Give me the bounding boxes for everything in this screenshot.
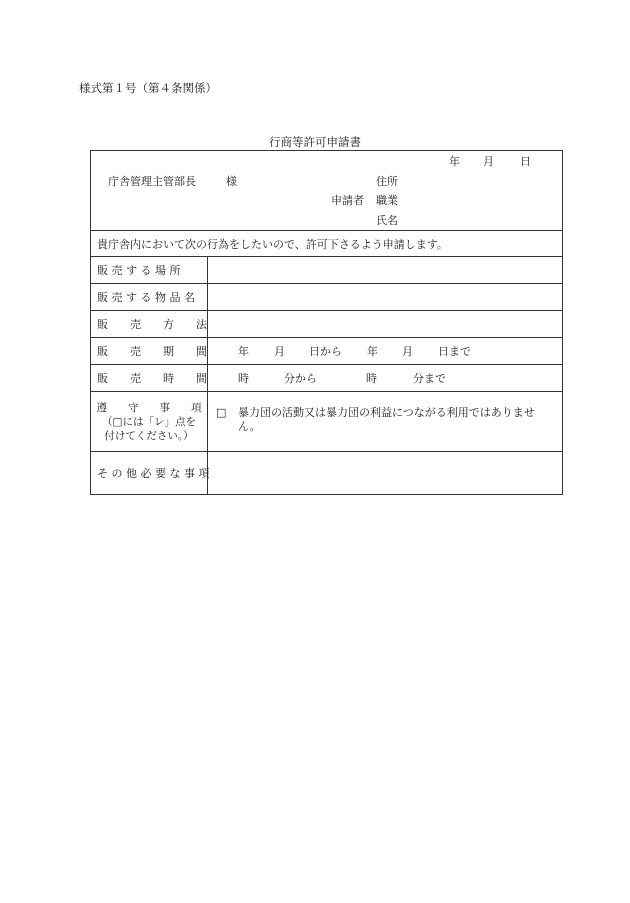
honorific: 様: [226, 175, 237, 188]
compliance-text: 暴力団の活動又は暴力団の利益につながる利用ではありません。: [238, 406, 535, 433]
period-value[interactable]: [208, 338, 563, 365]
method-label: 販 売 方 法: [91, 311, 208, 338]
items-label: 販 売 す る 物 品 名: [91, 284, 208, 311]
compliance-value: [208, 392, 563, 452]
time-from-hour: 時: [238, 372, 249, 385]
applicant-label: 申請者: [331, 194, 364, 207]
time-to-hour: 時: [366, 372, 377, 385]
time-value[interactable]: [208, 365, 563, 392]
place-value[interactable]: [208, 257, 563, 284]
time-from-minute: 分から: [284, 372, 317, 385]
place-label: 販 売 す る 場 所: [91, 257, 208, 284]
items-value[interactable]: [208, 284, 563, 311]
compliance-checkbox[interactable]: □: [216, 406, 227, 419]
compliance-label: [91, 392, 208, 452]
time-to-minute: 分まで: [413, 372, 446, 385]
header-section: [91, 151, 563, 231]
date-day-label: 日: [520, 155, 531, 168]
period-from-day: 日から: [309, 345, 342, 358]
time-label: 販 売 時 間: [91, 365, 208, 392]
period-from-year: 年: [238, 345, 249, 358]
date-month-label: 月: [483, 155, 494, 168]
date-year-label: 年: [449, 155, 460, 168]
method-value[interactable]: [208, 311, 563, 338]
period-to-year: 年: [367, 345, 378, 358]
compliance-label-line3: 付けてください。）: [104, 429, 194, 442]
other-value[interactable]: [208, 452, 563, 495]
period-from-month: 月: [274, 345, 285, 358]
period-to-day: 日まで: [438, 345, 471, 358]
intro-text: 貴庁舎内において次の行為をしたいので、許可下さるよう申請します。: [91, 231, 563, 257]
period-label: 販 売 期 間: [91, 338, 208, 365]
other-label: そ の 他 必 要 な 事 項: [91, 452, 208, 495]
addressee: 庁舎管理主管部長: [108, 175, 196, 188]
compliance-label-line1: 遵 守 事 項: [96, 401, 202, 414]
document-title: 行商等許可申請書: [269, 135, 361, 149]
application-form-table: [90, 150, 563, 495]
form-number: 様式第１号（第４条関係）: [79, 81, 217, 95]
occupation-label: 職業: [376, 194, 398, 207]
period-to-month: 月: [402, 345, 413, 358]
compliance-label-line2: （□には「レ」点を: [102, 415, 196, 428]
name-label: 氏名: [376, 214, 398, 227]
address-label: 住所: [376, 175, 398, 188]
